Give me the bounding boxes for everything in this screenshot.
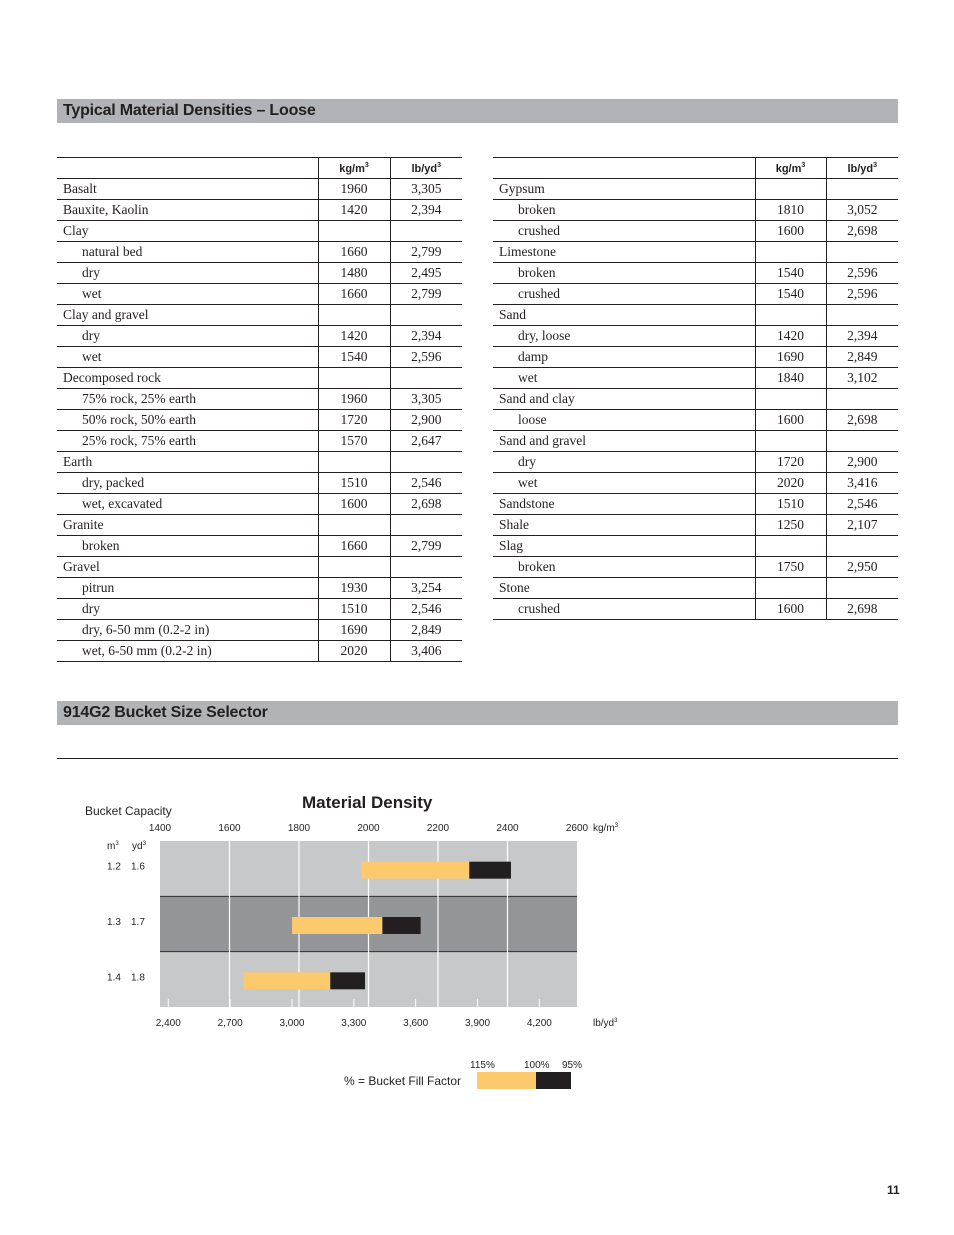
selector-section-title: 914G2 Bucket Size Selector [57, 701, 898, 725]
material-name: 75% rock, 25% earth [57, 389, 318, 410]
lb-yd3-value: 3,416 [826, 473, 898, 494]
material-name: broken [493, 200, 755, 221]
kg-m3-value: 1810 [755, 200, 826, 221]
x-bottom-tick-label: 2,700 [217, 1018, 243, 1029]
lb-yd3-value: 2,394 [390, 200, 462, 221]
lb-yd3-value: 2,596 [390, 347, 462, 368]
lb-yd3-value: 2,546 [826, 494, 898, 515]
category-yd3-label: 1.6 [131, 861, 145, 873]
lb-yd3-column-header: $lb/yd^3$ [826, 158, 898, 179]
material-name: wet [57, 284, 318, 305]
fill-range-bar-dark [469, 862, 511, 879]
lb-yd3-value: 2,950 [826, 557, 898, 578]
lb-yd3-value: 2,799 [390, 242, 462, 263]
kg-m3-value: 1510 [318, 599, 390, 620]
x-bottom-unit: $lb/yd^3$ [593, 1018, 618, 1029]
kg-m3-value: 1540 [755, 263, 826, 284]
material-name: wet [57, 347, 318, 368]
legend-mark-115: 115% [470, 1060, 495, 1071]
material-name: Basalt [57, 179, 318, 200]
kg-m3-value: 1570 [318, 431, 390, 452]
lb-yd3-value: 2,698 [826, 599, 898, 620]
lb-yd3-value: 2,698 [826, 410, 898, 431]
material-name: dry [57, 263, 318, 284]
material-name: dry [57, 599, 318, 620]
lb-yd3-value: 2,596 [826, 284, 898, 305]
lb-yd3-value: 2,849 [390, 620, 462, 641]
material-name: dry, 6-50 mm (0.2-2 in) [57, 620, 318, 641]
lb-yd3-value: 3,305 [390, 179, 462, 200]
category-yd3-label: 1.7 [131, 917, 145, 928]
lb-yd3-value: 2,546 [390, 473, 462, 494]
legend-mark-95: 95% [562, 1060, 583, 1071]
material-name: broken [57, 536, 318, 557]
material-name: dry [57, 326, 318, 347]
material-name: Sandstone [493, 494, 755, 515]
x-bottom-tick-label: 3,900 [465, 1018, 491, 1029]
material-name: 50% rock, 50% earth [57, 410, 318, 431]
x-top-tick-label: 1400 [148, 823, 172, 834]
lb-yd3-column-header: $lb/yd^3$ [390, 158, 462, 179]
x-bottom-tick-label: 4,200 [526, 1018, 552, 1029]
material-name: wet, 6-50 mm (0.2-2 in) [57, 641, 318, 662]
lb-yd3-value: 2,900 [826, 452, 898, 473]
material-name: Earth [57, 452, 318, 473]
material-name: Sand and gravel [493, 431, 755, 452]
material-name: damp [493, 347, 755, 368]
material-name: broken [493, 263, 755, 284]
material-name: dry [493, 452, 755, 473]
x-top-tick-label: 2000 [357, 823, 380, 834]
page-number: 11 [887, 1183, 900, 1197]
kg-m3-value: 1510 [318, 473, 390, 494]
lb-yd3-value: 2,495 [390, 263, 462, 284]
y-unit-metric: $m^3$ [107, 841, 119, 852]
material-name: Gravel [57, 557, 318, 578]
x-top-tick-label: 2400 [496, 823, 519, 834]
kg-m3-value: 1960 [318, 389, 390, 410]
material-name: Clay and gravel [57, 305, 318, 326]
densities-section-title: Typical Material Densities – Loose [57, 99, 898, 123]
x-top-unit: $kg/m^3$ [593, 823, 619, 834]
material-name: Gypsum [493, 179, 755, 200]
lb-yd3-value: 2,394 [390, 326, 462, 347]
legend-dark-swatch [536, 1072, 571, 1089]
kg-m3-column-header: $kg/m^3$ [318, 158, 390, 179]
x-bottom-tick-label: 3,300 [341, 1018, 367, 1029]
lb-yd3-value: 2,647 [390, 431, 462, 452]
category-m3-label: 1.3 [107, 917, 121, 928]
kg-m3-value: 1480 [318, 263, 390, 284]
material-name: Granite [57, 515, 318, 536]
y-unit-imperial: $yd^3$ [132, 841, 146, 852]
kg-m3-value: 1540 [755, 284, 826, 305]
lb-yd3-value: 3,102 [826, 368, 898, 389]
material-name: pitrun [57, 578, 318, 599]
lb-yd3-value: 2,394 [826, 326, 898, 347]
kg-m3-value: 1510 [755, 494, 826, 515]
kg-m3-value: 2020 [755, 473, 826, 494]
category-m3-label: 1.4 [107, 972, 121, 984]
chart-legend [344, 1060, 582, 1089]
kg-m3-value: 1660 [318, 284, 390, 305]
material-name: loose [493, 410, 755, 431]
lb-yd3-value: 2,799 [390, 284, 462, 305]
lb-yd3-value: 2,698 [826, 221, 898, 242]
material-name: wet [493, 368, 755, 389]
material-name: Limestone [493, 242, 755, 263]
lb-yd3-value: 3,052 [826, 200, 898, 221]
lb-yd3-value: 3,305 [390, 389, 462, 410]
x-top-tick-label: 1800 [287, 823, 311, 834]
material-name: Clay [57, 221, 318, 242]
kg-m3-value: 1720 [755, 452, 826, 473]
lb-yd3-value: 2,596 [826, 263, 898, 284]
kg-m3-value: 1250 [755, 515, 826, 536]
material-name: wet, excavated [57, 494, 318, 515]
material-name: 25% rock, 75% earth [57, 431, 318, 452]
material-name: dry, packed [57, 473, 318, 494]
fill-range-bar-light [292, 917, 382, 934]
kg-m3-value: 1420 [318, 326, 390, 347]
material-name: Shale [493, 515, 755, 536]
lb-yd3-value: 2,546 [390, 599, 462, 620]
kg-m3-value: 1930 [318, 578, 390, 599]
kg-m3-value: 1660 [318, 242, 390, 263]
material-name: crushed [493, 599, 755, 620]
kg-m3-value: 1750 [755, 557, 826, 578]
kg-m3-value: 1660 [318, 536, 390, 557]
material-name: natural bed [57, 242, 318, 263]
material-name: broken [493, 557, 755, 578]
x-bottom-tick-label: 2,400 [155, 1018, 181, 1029]
lb-yd3-value: 2,107 [826, 515, 898, 536]
x-bottom-tick-label: 3,000 [279, 1018, 305, 1029]
fill-range-bar-light [243, 972, 330, 989]
kg-m3-value: 1420 [755, 326, 826, 347]
kg-m3-column-header: $kg/m^3$ [755, 158, 826, 179]
category-m3-label: 1.2 [107, 861, 121, 873]
kg-m3-value: 1540 [318, 347, 390, 368]
material-name: crushed [493, 221, 755, 242]
fill-range-bar-dark [330, 972, 365, 989]
kg-m3-value: 1720 [318, 410, 390, 431]
lb-yd3-value: 3,254 [390, 578, 462, 599]
kg-m3-value: 1600 [755, 410, 826, 431]
lb-yd3-value: 2,849 [826, 347, 898, 368]
material-name: Slag [493, 536, 755, 557]
material-name: dry, loose [493, 326, 755, 347]
lb-yd3-value: 2,698 [390, 494, 462, 515]
chart-categories [107, 862, 145, 984]
kg-m3-value: 1600 [318, 494, 390, 515]
kg-m3-value: 1420 [318, 200, 390, 221]
material-name: Stone [493, 578, 755, 599]
category-yd3-label: 1.8 [131, 972, 145, 984]
legend-label: % = Bucket Fill Factor [344, 1074, 462, 1088]
fill-range-bar-light [362, 862, 470, 879]
chart-title: Material Density [302, 793, 433, 812]
material-name: Sand and clay [493, 389, 755, 410]
legend-light-swatch [477, 1072, 536, 1089]
kg-m3-value: 1960 [318, 179, 390, 200]
fill-range-bar-dark [382, 917, 420, 934]
material-name: Bauxite, Kaolin [57, 200, 318, 221]
lb-yd3-value: 3,406 [390, 641, 462, 662]
lb-yd3-value: 2,900 [390, 410, 462, 431]
kg-m3-value: 1600 [755, 221, 826, 242]
kg-m3-value: 2020 [318, 641, 390, 662]
kg-m3-value: 1600 [755, 599, 826, 620]
lb-yd3-value: 2,799 [390, 536, 462, 557]
x-bottom-tick-label: 3,600 [403, 1018, 429, 1029]
x-top-tick-label: 2600 [565, 823, 589, 834]
material-name: wet [493, 473, 755, 494]
kg-m3-value: 1840 [755, 368, 826, 389]
x-top-tick-label: 2200 [426, 823, 450, 834]
x-top-tick-label: 1600 [218, 823, 241, 834]
material-name: crushed [493, 284, 755, 305]
kg-m3-value: 1690 [755, 347, 826, 368]
y-axis-label: Bucket Capacity [85, 804, 172, 818]
kg-m3-value: 1690 [318, 620, 390, 641]
legend-mark-100: 100% [524, 1060, 550, 1071]
material-name: Sand [493, 305, 755, 326]
material-name: Decomposed rock [57, 368, 318, 389]
